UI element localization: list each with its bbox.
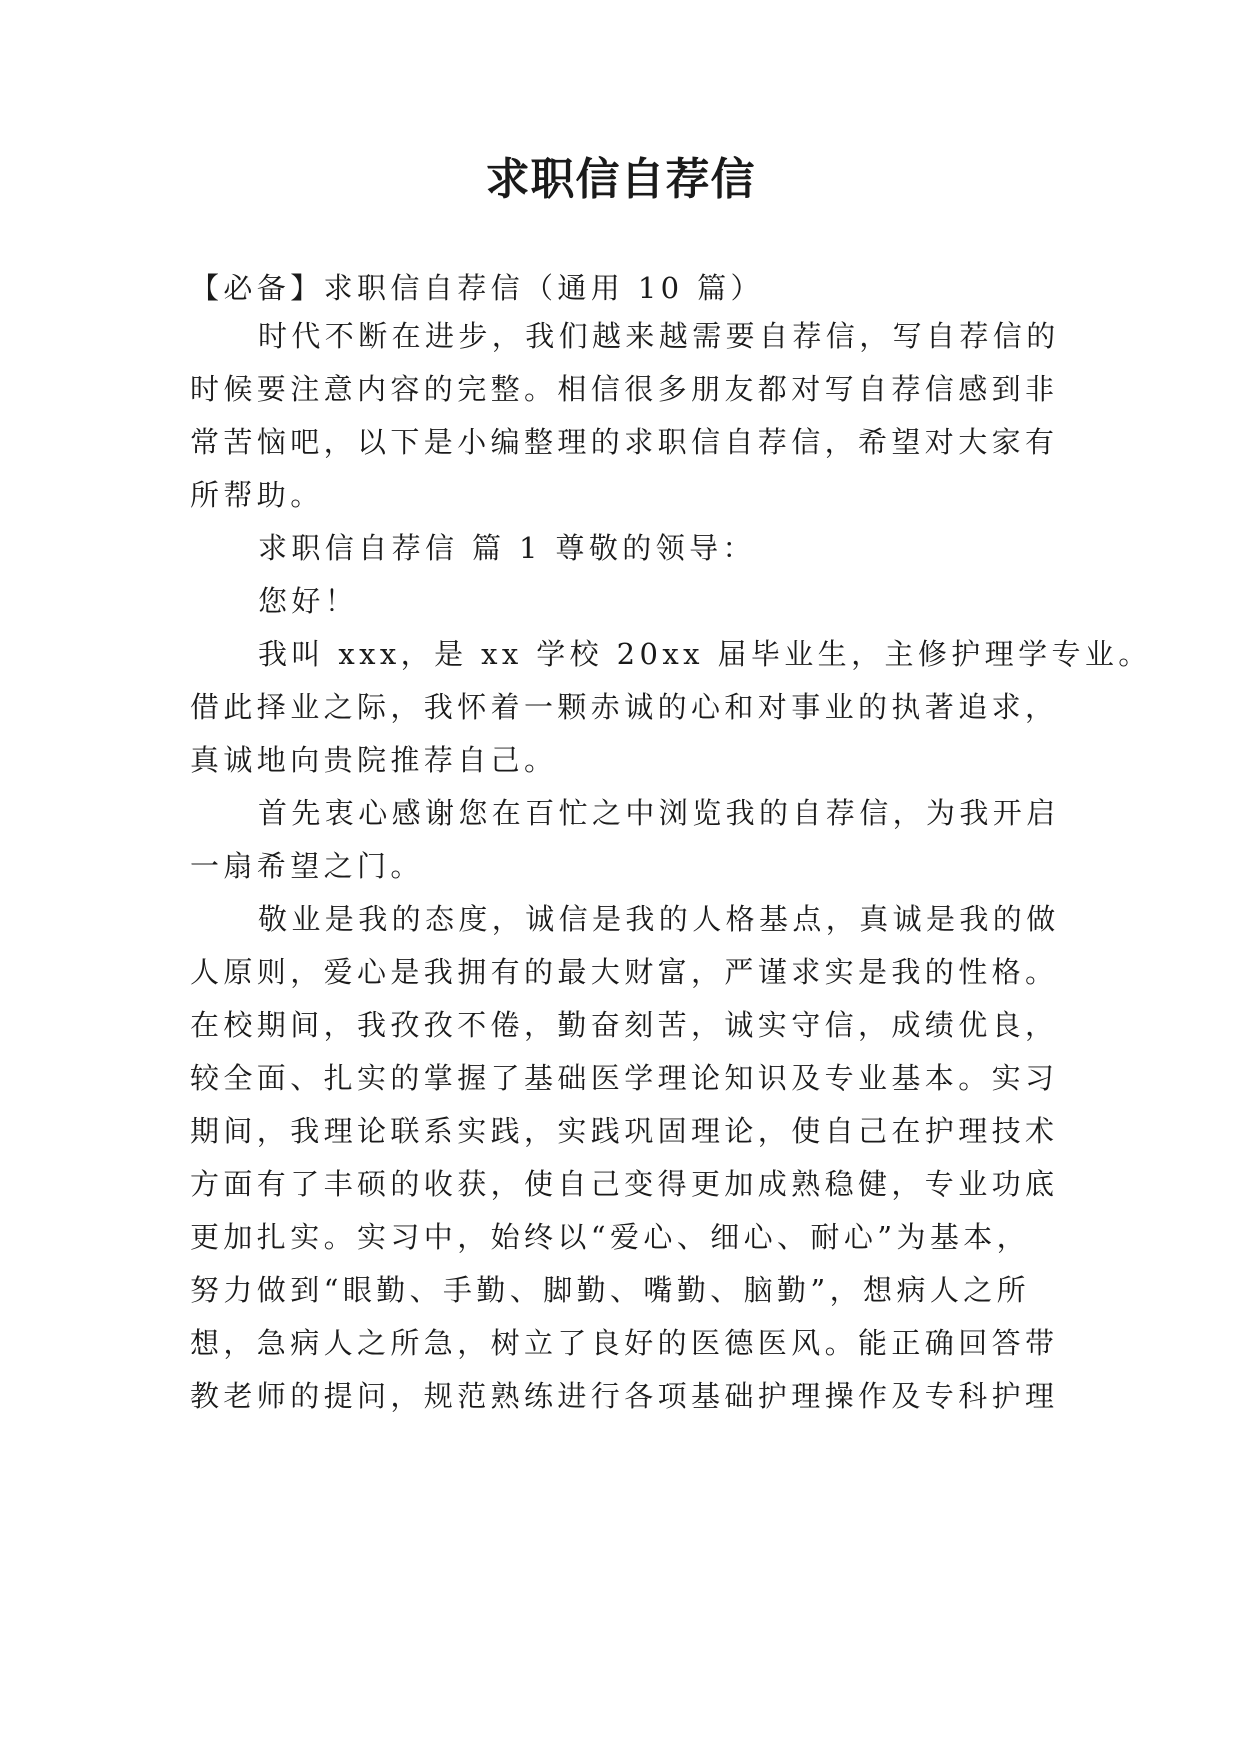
paragraph-line: 人原则，爱心是我拥有的最大财富，严谨求实是我的性格。	[190, 955, 1059, 989]
paragraph-line: 想，急病人之所急，树立了良好的医德医风。能正确回答带	[190, 1326, 1059, 1360]
paragraph-line: 在校期间，我孜孜不倦，勤奋刻苦，诚实守信，成绩优良，	[190, 1008, 1059, 1042]
paragraph-line: 较全面、扎实的掌握了基础医学理论知识及专业基本。实习	[190, 1061, 1059, 1095]
paragraph-line: 敬业是我的态度，诚信是我的人格基点，真诚是我的做	[258, 902, 1060, 936]
paragraph-line: 时候要注意内容的完整。相信很多朋友都对写自荐信感到非	[190, 372, 1059, 406]
paragraph-line: 方面有了丰硕的收获，使自己变得更加成熟稳健，专业功底	[190, 1167, 1059, 1201]
document-subtitle-line: 【必备】求职信自荐信（通用 10 篇）	[190, 271, 764, 305]
paragraph-line: 常苦恼吧，以下是小编整理的求职信自荐信，希望对大家有	[190, 425, 1059, 459]
paragraph-line: 教老师的提问，规范熟练进行各项基础护理操作及专科护理	[190, 1379, 1059, 1413]
greeting-line: 您好！	[258, 584, 359, 618]
section-heading-line: 求职信自荐信 篇 1 尊敬的领导：	[258, 531, 756, 565]
paragraph-line: 努力做到“眼勤、手勤、脚勤、嘴勤、脑勤”，想病人之所	[190, 1273, 1031, 1307]
paragraph-line: 我叫 xxx，是 xx 学校 20xx 届毕业生，主修护理学专业。	[258, 637, 1152, 671]
paragraph-line: 所帮助。	[190, 478, 324, 512]
paragraph-line: 期间，我理论联系实践，实践巩固理论，使自己在护理技术	[190, 1114, 1059, 1148]
paragraph-line: 首先衷心感谢您在百忙之中浏览我的自荐信，为我开启	[258, 796, 1060, 830]
paragraph-line: 更加扎实。实习中，始终以“爱心、细心、耐心”为基本，	[190, 1220, 1031, 1254]
paragraph-line: 一扇希望之门。	[190, 849, 424, 883]
paragraph-line: 时代不断在进步，我们越来越需要自荐信，写自荐信的	[258, 319, 1060, 353]
paragraph-line: 借此择业之际，我怀着一颗赤诚的心和对事业的执著追求，	[190, 690, 1059, 724]
document-title: 求职信自荐信	[485, 154, 756, 205]
paragraph-line: 真诚地向贵院推荐自己。	[190, 743, 558, 777]
